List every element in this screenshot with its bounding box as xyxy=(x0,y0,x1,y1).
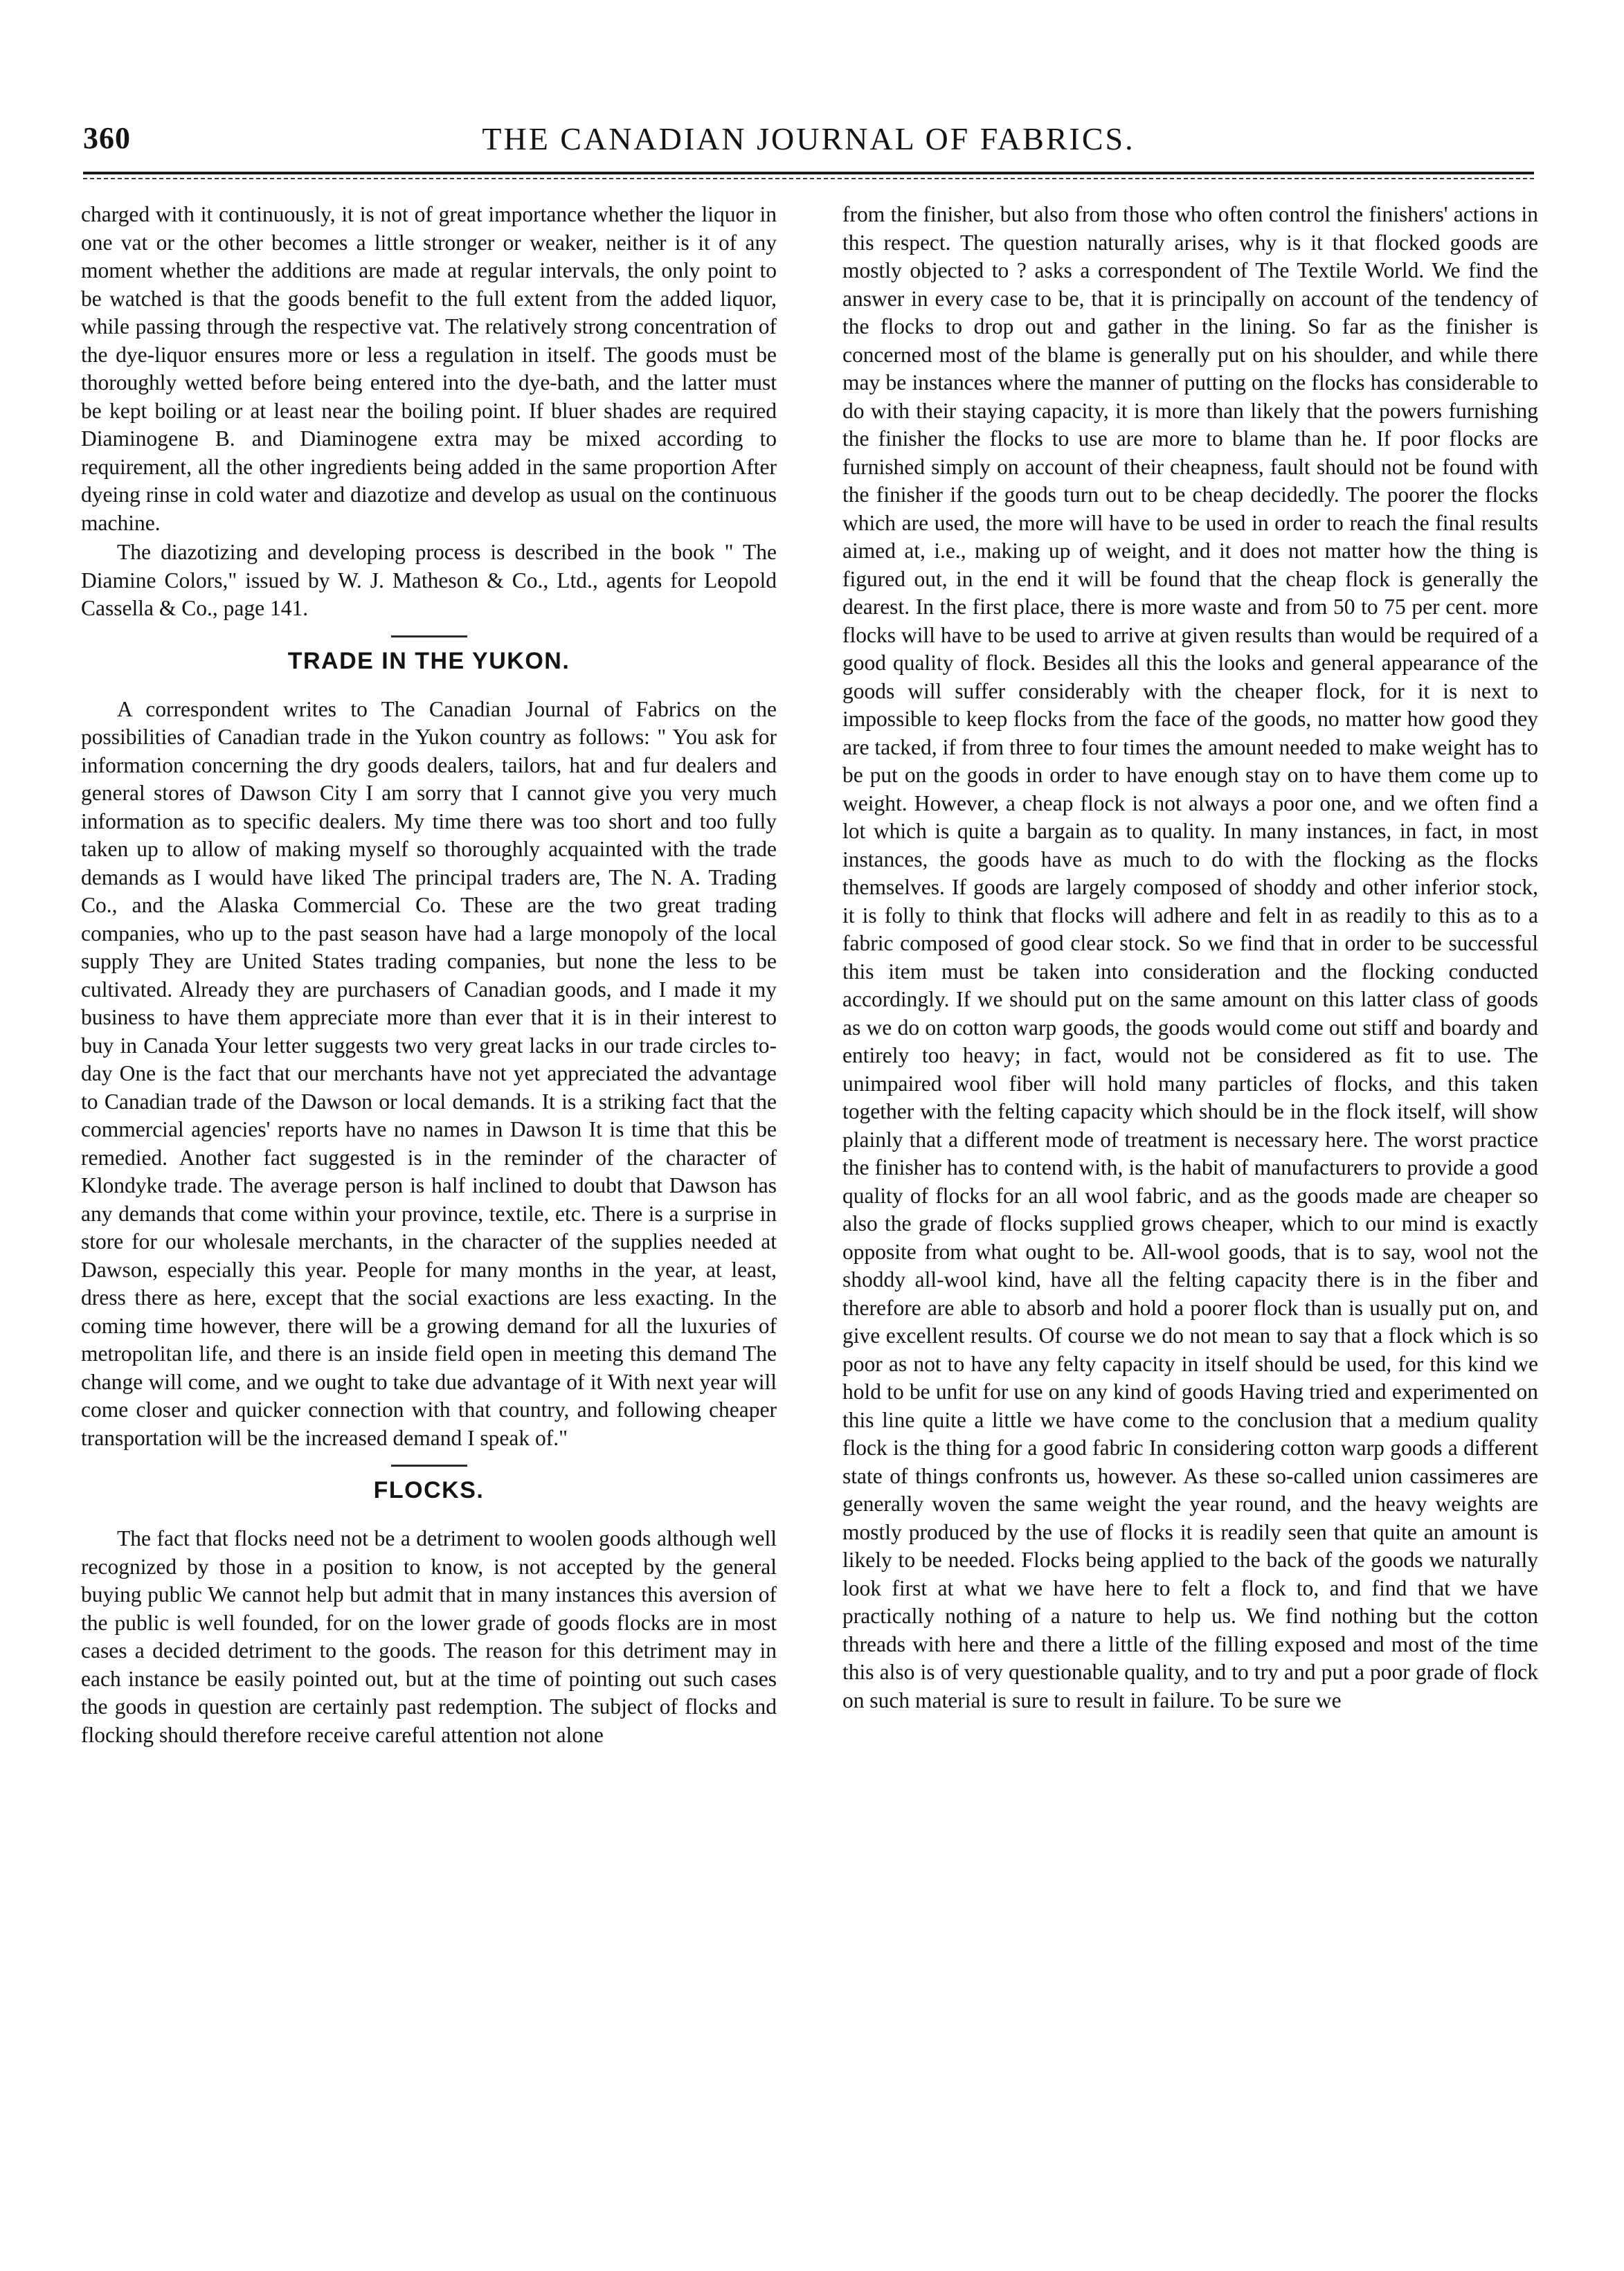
section-separator xyxy=(391,635,467,637)
page-header xyxy=(83,116,1534,165)
flocks-article-continued: from the finisher, but also from those who often control the finishers' actions in this respect. The question naturally arises, why is it that flocked goods are mostly objected to ? asks a correspondent of The Textile World. We find the answer in every case to be, that it is principally on account of the tendency of the flocks to drop out and gather in the lining. So far as the finisher is concerned most of the blame is generally put on his shoulder, and while there may be instances where the manner of putting on the flocks has considerable to do with their staying capacity, it is more than likely that the powers furnishing the finisher the flocks to use are more to blame than he. If poor flocks are furnished simply on account of their cheapness, fault should not be found with the finisher if the goods turn out to be cheap decidedly. The poorer the flocks which are used, the more will have to be used in order to reach the final results aimed at, i.e., making up of weight, and it does not matter how the thing is figured out, in the end it will be found that the cheap flock is generally the dearest. In the first place, there is more waste and from 50 to 75 per cent. more flocks will have to be used to arrive at given results than would be required of a good quality of flock. Besides all this the looks and general appearance of the goods will suffer considerably with the cheaper flock, for it is next to impossible to keep flocks from the face of the goods, no matter how good they are tacked, if from three to four times the amount needed to make weight has to be put on the goods in order to have enough stay on to have them come up to weight. However, a cheap flock is not always a poor one, and we often find a lot which is quite a bargain as to quality. In many instances, in fact, in most instances, the goods have as much to do with the flocking as the flocks themselves. If goods are largely composed of shoddy and other inferior stock, it is folly to think that flocks will adhere and felt in as readily to this as to a fabric composed of good clear stock. So we find that in order to be successful this item must be taken into consideration and the flocking conducted accordingly. If we should put on the same amount on this latter class of goods as we do on cotton warp goods, the goods would come out stiff and boardy and entirely too heavy; in fact, would not be considered as fit to use. The unimpaired wool fiber will hold many particles of flocks, and this taken together with the felting capacity which should be in the flock itself, will show plainly that a different mode of treatment is necessary here. The worst practice the finisher has to contend with, is the habit of manufacturers to provide a good quality of flocks for an all wool fabric, and as the goods made are cheaper so also the grade of flocks supplied grows cheaper, which to our mind is exactly opposite from what ought to be. All-wool goods, that is to say, wool not the shoddy all-wool kind, have all the felting capacity there is in the fiber and therefore are able to absorb and hold a poorer flock than is usually put on, and give excellent results. Of course we do not mean to say that a flock which is so poor as not to have any felty capacity in itself should be used, for this kind we hold to be unfit for use on any kind of goods Having tried and experimented on this line quite a little we have come to the conclusion that a medium quality flock is the thing for a good fabric In considering cotton warp goods a different state of things confronts us, however. As these so-called union cassimeres are generally woven the same weight the year round, and the heavy weights are mostly produced by the use of flocks it is readily seen that quite an amount is likely to be needed. Flocks being applied to the back of the goods we naturally look first at what we have here to felt a flock to, and find that we have practically nothing of a nature to help us. We find nothing but the cotton threads with here and there a little of the filling exposed and most of the time this also is of very questionable quality, and to try and put a poor grade of flock on such material is sure to result in failure. To be sure we xyxy=(842,202,1538,1712)
page-number: 360 xyxy=(83,121,131,155)
yukon-article-body: A correspondent writes to The Canadian Journal of Fabrics on the possibilities of Canadian trade in the Yukon country as follows: " You ask for information concerning the dry goods dealers, tailors, hat and fur dealers and general stores of Dawson City I am sorry that I cannot give you very much information as to specific dealers. My time there was too short and too fully taken up to allow of making myself so thoroughly acquainted with the trade demands as I would have liked The principal traders are, The N. A. Trading Co., and the Alaska Commercial Co. These are the two great trading companies, who up to the past season have had a large monopoly of the local supply They are United States trading companies, but none the less to be cultivated. Already they are purchasers of Canadian goods, and I made it my business to have them appreciate more than ever that it is in their interest to buy in Canada Your letter suggests two very great lacks in our trade circles to-day One is the fact that our merchants have not yet appreciated the advantage to Canadian trade of the Dawson or local demands. It is a striking fact that the commercial agencies' reports have no names in Dawson It is time that this be remedied. Another fact suggested is in the reminder of the character of Klondyke trade. The average person is half inclined to doubt that Dawson has any demands that come within your province, textile, etc. There is a surprise in store for our wholesale merchants, in the character of the supplies needed at Dawson, especially this year. People for many months in the year, at least, dress there as here, except that the social exactions are less exacting. In the coming time however, there will be a growing demand for all the luxuries of metropolitan life, and there is an inside field open in meeting this demand The change will come, and we ought to take due advantage of it With next year will come closer and quicker connection with that country, and following cheaper transportation will be the increased demand I speak of." xyxy=(81,696,777,1450)
flocks-article-body: The fact that flocks need not be a detriment to woolen goods although well recognized by those in a position to know, is not accepted by the general buying public We cannot help but admit that in many instances this aversion of the public is well founded, for on the lower grade of goods flocks are in most cases a decided detriment to the goods. The reason for this detriment may in each instance be easily pointed out, but at the time of pointing out such cases the goods in question are certainly past redemption. The subject of flocks and flocking should therefore receive careful attention not alone xyxy=(81,1526,777,1747)
flocks-heading: FLOCKS. xyxy=(373,1477,485,1503)
journal-title: THE CANADIAN JOURNAL OF FABRICS. xyxy=(482,121,1135,156)
left-column xyxy=(81,201,777,1749)
header-rule-thick xyxy=(83,172,1534,174)
header-rule-thin xyxy=(83,178,1534,179)
right-column xyxy=(842,201,1538,1714)
yukon-heading: TRADE IN THE YUKON. xyxy=(287,647,570,674)
section-separator xyxy=(391,1465,467,1467)
dyeing-paragraph-2: The diazotizing and developing process is described in the book " The Diamine Colors," issued by W. J. Matheson & Co., Ltd., agents for Leopold Cassella & Co., page 141. xyxy=(81,540,777,620)
dyeing-paragraph-1: charged with it continuously, it is not of great importance whether the liquor in one vat or the other becomes a little stronger or weaker, neither is it of any moment whether the additions are made at regular intervals, the only point to be watched is that the goods benefit to the full extent from the added liquor, while passing through the respective vat. The relatively strong concentration of the dye-liquor ensures more or less a regulation in itself. The goods must be thoroughly wetted before being entered into the dye-bath, and the latter must be kept boiling or at least near the boiling point. If bluer shades are required Diaminogene B. and Diaminogene extra may be mixed according to requirement, all the other ingredients being added in the same proportion After dyeing rinse in cold water and diazotize and develop as usual on the continuous machine. xyxy=(81,202,777,535)
